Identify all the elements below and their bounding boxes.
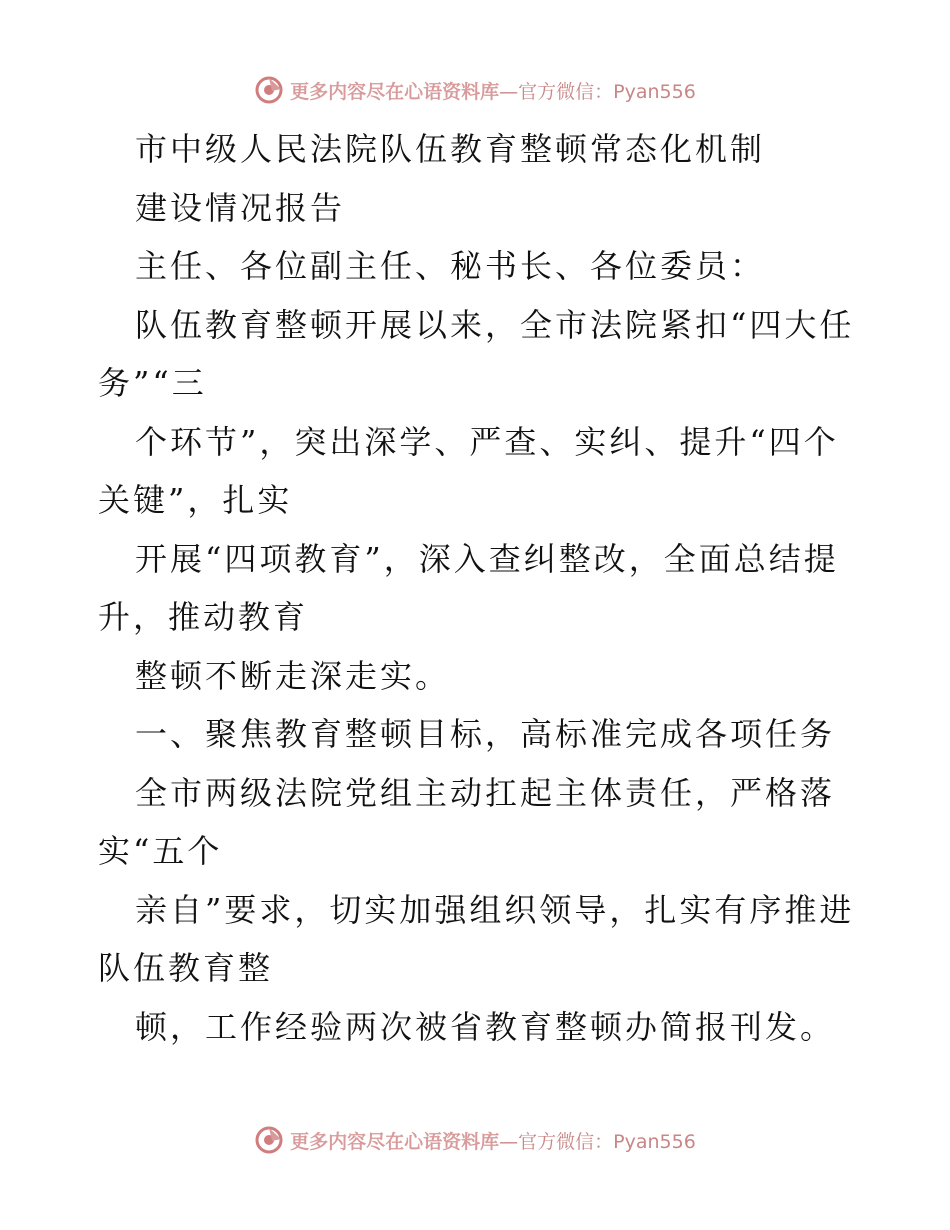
section-heading: 一、聚焦教育整顿目标，高标准完成各项任务 — [135, 715, 836, 753]
salutation: 主任、各位副主任、秘书长、各位委员： — [135, 247, 766, 285]
paragraph-line: 务”“三 — [98, 364, 207, 402]
document-title-line-2: 建设情况报告 — [135, 188, 346, 227]
paragraph-line: 实“五个 — [98, 832, 223, 870]
watermark-text: 更多内容尽在心语资料库—官方微信：Pyan556 — [290, 80, 696, 103]
document-title-line-1: 市中级人民法院队伍教育整顿常态化机制 — [135, 130, 766, 168]
paragraph-line: 关键”，扎实 — [98, 481, 293, 519]
paragraph-line: 队伍教育整 — [98, 949, 274, 987]
paragraph-line: 开展“四项教育”，深入查纠整改，全面总结提 — [135, 539, 839, 578]
paragraph-line: 亲自”要求，切实加强组织领导，扎实有序推进 — [135, 890, 855, 929]
logo-icon — [254, 75, 284, 105]
paragraph-line: 顿，工作经验两次被省教育整顿办简报刊发。 — [135, 1007, 836, 1046]
paragraph-line: 全市两级法院党组主动扛起主体责任，严格落 — [135, 773, 836, 812]
watermark-text: 更多内容尽在心语资料库—官方微信：Pyan556 — [290, 1130, 696, 1153]
document-body — [98, 120, 858, 1056]
paragraph-line: 队伍教育整顿开展以来，全市法院紧扣“四大任 — [135, 305, 855, 344]
paragraph-line: 个环节”，突出深学、严查、实纠、提升“四个 — [135, 422, 839, 461]
watermark-footer — [0, 1120, 950, 1160]
logo-icon — [254, 1125, 284, 1155]
paragraph-line: 整顿不断走深走实。 — [135, 656, 451, 695]
paragraph-line: 升，推动教育 — [98, 598, 309, 636]
watermark-header — [0, 70, 950, 110]
